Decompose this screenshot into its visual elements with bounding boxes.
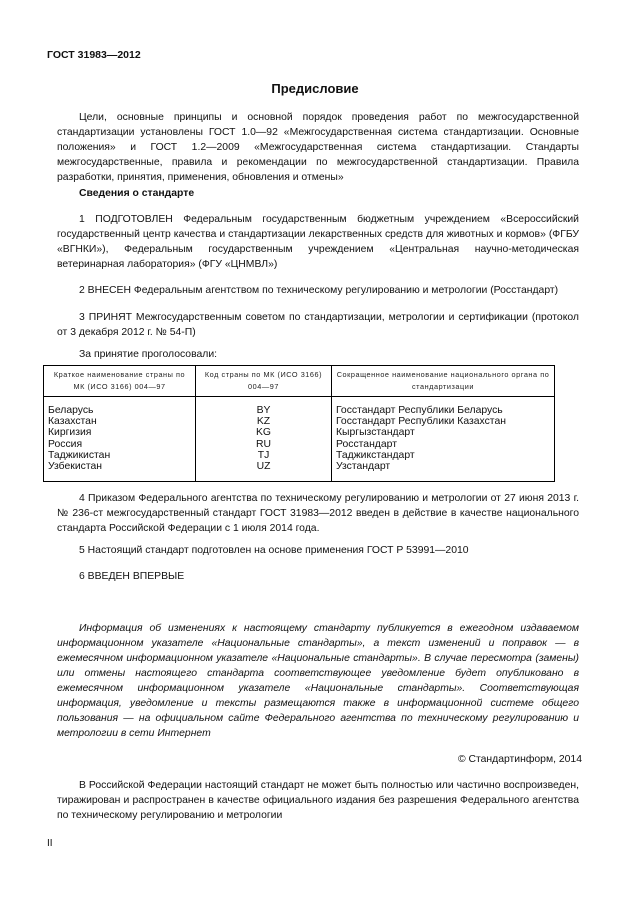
member-states-table	[43, 365, 555, 482]
body-cell: Госстандарт Республики Беларусь	[332, 397, 555, 417]
country-cell: Киргизия	[44, 427, 196, 438]
country-cell: Казахстан	[44, 416, 196, 427]
code-cell: BY	[196, 397, 332, 417]
table-row	[44, 461, 555, 482]
body-cell: Узстандарт	[332, 461, 555, 482]
table-row	[44, 450, 555, 461]
code-cell: TJ	[196, 450, 332, 461]
column-header-body: Сокращенное наименование национального органа по стандартизации	[332, 366, 555, 397]
item-1-paragraph: 1 ПОДГОТОВЛЕН Федеральным государственным бюджетным учреждением «Всероссийский государственный центр качества и стандартизации лекарственных средств для животных и кормов» (ФГБУ «ВГНКИ»), Федеральным государственным учреждением «Центральная научно-методическая ветеринарная лаборатория» (ФГУ «ЦНМВЛ»)	[57, 214, 579, 270]
table-row	[44, 416, 555, 427]
column-header-code: Код страны по МК (ИСО 3166) 004—97	[196, 366, 332, 397]
voted-label: За принятие проголосовали:	[79, 349, 218, 360]
changes-notice-paragraph: Информация об изменениях к настоящему стандарту публикуется в ежегодном издаваемом информационном указателе «Национальные стандарты», а текст изменений и поправок — в ежемесячном информационном указателе «Национальные стандарты». В случае пересмотра (замены) или отмены настоящего стандарта соответствующее уведомление будет опубликовано в ежемесячном информационном указателе «Национальные стандарты». Соответствующая информация, уведомление и тексты размещаются также в информационной системе общего пользования — на официальном сайте Федерального агентства по техническому регулированию и метрологии в сети Интернет	[57, 623, 579, 739]
section-heading: Сведения о стандарте	[79, 188, 195, 199]
restriction-paragraph: В Российской Федерации настоящий стандарт не может быть полностью или частично воспроизведен, тиражирован и распространен в качестве официального издания без разрешения Федерального агентства по техническому регулированию и метрологии	[57, 780, 579, 821]
code-cell: KG	[196, 427, 332, 438]
intro-paragraph: Цели, основные принципы и основной порядок проведения работ по межгосударственной стандартизации установлены ГОСТ 1.0—92 «Межгосударственная система стандартизации. Основные положения» и ГОСТ 1.2—2009 «Межгосударственная система стандартизации. Стандарты межгосударственные, правила и рекомендации по межгосударственной стандартизации. Правила разработки, принятия, применения, обновления и отмены»	[57, 112, 579, 183]
table-row	[44, 397, 555, 417]
document-code: ГОСТ 31983—2012	[47, 49, 141, 61]
body-cell: Кыргызстандарт	[332, 427, 555, 438]
page-number: II	[47, 838, 53, 849]
body-cell: Таджикстандарт	[332, 450, 555, 461]
table-row	[44, 439, 555, 450]
country-cell: Россия	[44, 439, 196, 450]
country-cell: Узбекистан	[44, 461, 196, 482]
country-cell: Таджикистан	[44, 450, 196, 461]
code-cell: RU	[196, 439, 332, 450]
body-cell: Госстандарт Республики Казахстан	[332, 416, 555, 427]
copyright-line: © Стандартинформ, 2014	[457, 754, 582, 765]
body-cell: Росстандарт	[332, 439, 555, 450]
item-5-paragraph: 5 Настоящий стандарт подготовлен на основе применения ГОСТ Р 53991—2010	[79, 545, 469, 556]
item-4-paragraph: 4 Приказом Федерального агентства по техническому регулированию и метрологии от 27 июня 2013 г. № 236-ст межгосударственный стандарт ГОСТ 31983—2012 введен в действие в качестве национального стандарта Российской Федерации с 1 июля 2014 года.	[57, 493, 579, 534]
item-3-paragraph: 3 ПРИНЯТ Межгосударственным советом по стандартизации, метрологии и сертификации (протокол от 3 декабря 2012 г. № 54-П)	[57, 312, 579, 338]
table-row	[44, 427, 555, 438]
code-cell: KZ	[196, 416, 332, 427]
page-title: Предисловие	[271, 81, 359, 96]
code-cell: UZ	[196, 461, 332, 482]
item-2-paragraph: 2 ВНЕСЕН Федеральным агентством по техническому регулированию и метрологии (Росстандарт)	[79, 285, 559, 296]
country-cell: Беларусь	[44, 397, 196, 417]
item-6-paragraph: 6 ВВЕДЕН ВПЕРВЫЕ	[79, 571, 185, 582]
column-header-country: Краткое наименование страны по МК (ИСО 3166) 004—97	[44, 366, 196, 397]
table-header-row	[44, 366, 555, 397]
